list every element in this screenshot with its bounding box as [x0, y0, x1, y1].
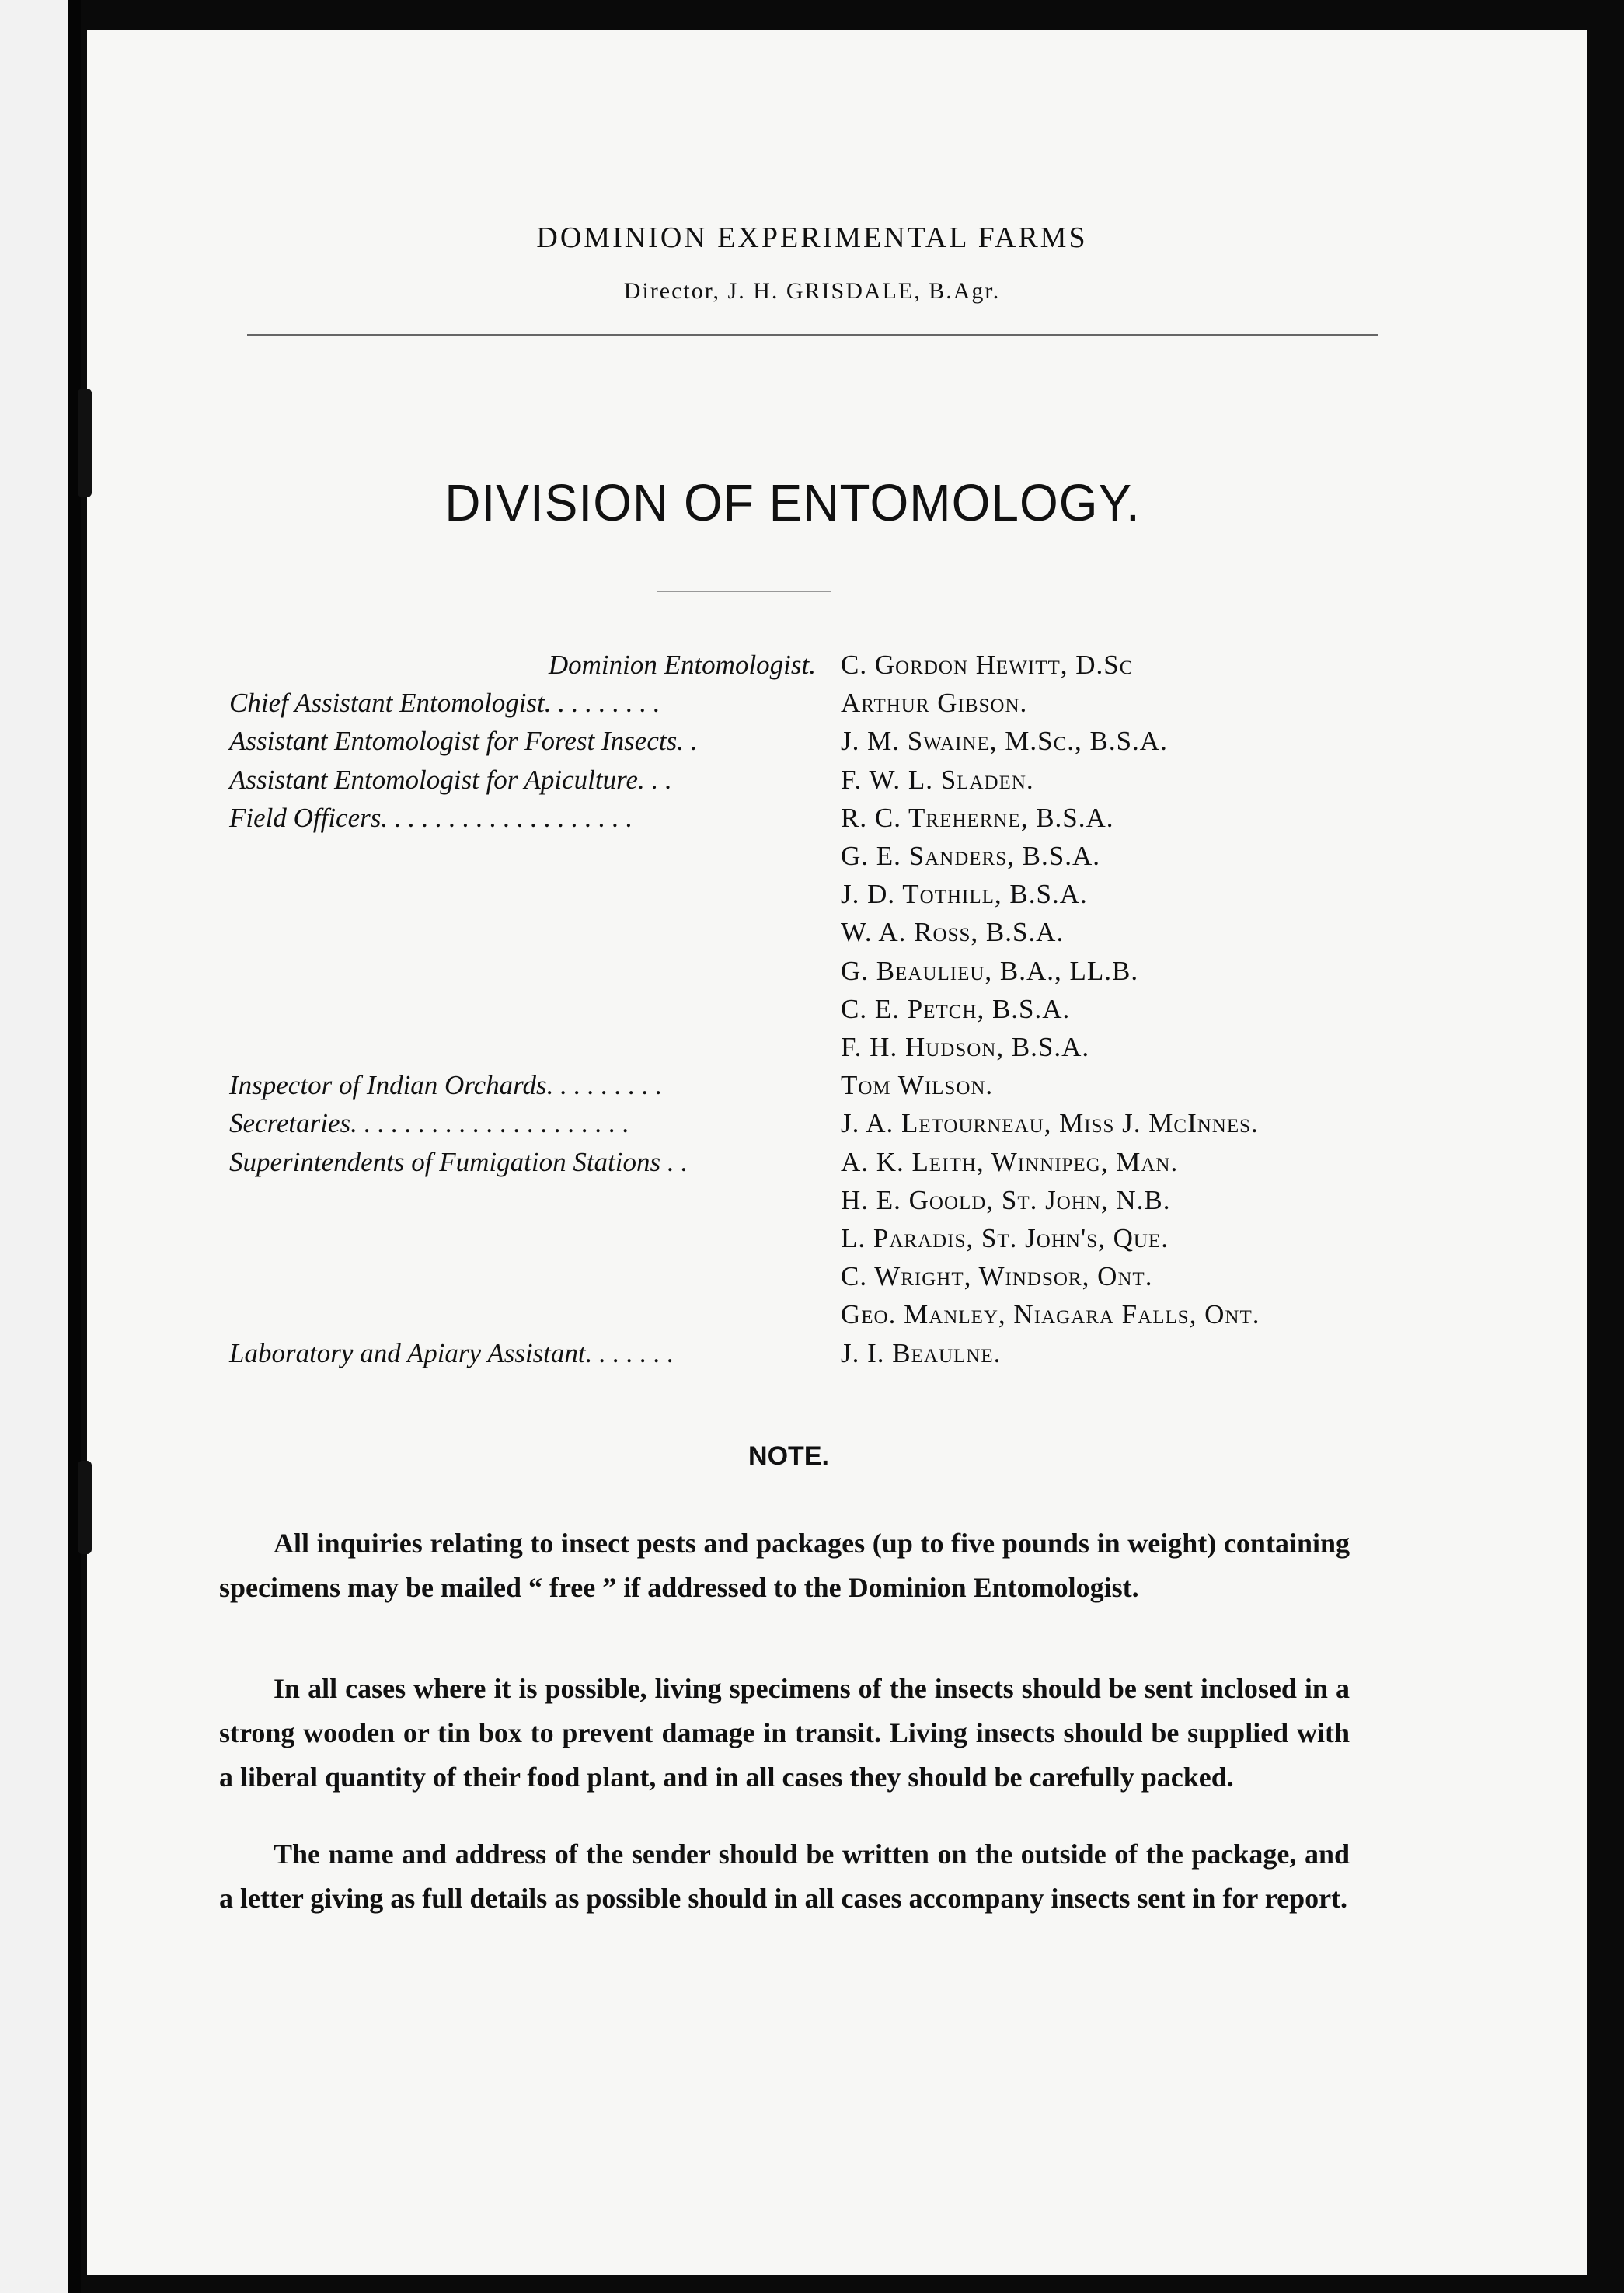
- roster-row: [0, 1220, 1554, 1257]
- roster-role: Laboratory and Apiary Assistant. . . . . . .: [229, 1337, 674, 1368]
- roster-row: [0, 953, 1554, 990]
- roster-role: Dominion Entomologist.: [548, 650, 816, 680]
- roster-name: J. M. Swaine, M.Sc., B.S.A.: [841, 726, 1168, 757]
- roster-row: [0, 685, 1554, 722]
- note-paragraph: All inquiries relating to insect pests and packages (up to five pounds in weight) containing specimens may be mailed “ free ” if addressed to the Dominion Entomologist.: [219, 1528, 1350, 1603]
- header-rule: [247, 334, 1378, 336]
- roster-row: [0, 876, 1554, 913]
- roster-role: Field Officers. . . . . . . . . . . . . . . . . . .: [229, 802, 633, 833]
- note-paragraph: In all cases where it is possible, living specimens of the insects should be sent inclosed in a strong wooden or tin box to prevent damage in transit. Living insects should be supplied with a liberal quantity of their food plant, and in all cases they should be carefully packed.: [219, 1673, 1350, 1793]
- roster-row: [0, 1029, 1554, 1066]
- roster-role: Inspector of Indian Orchards. . . . . . . . .: [229, 1070, 663, 1101]
- roster-role: Assistant Entomologist for Apiculture. . .: [229, 764, 672, 795]
- roster-row: [0, 1144, 1554, 1181]
- roster-row: [0, 1067, 1554, 1104]
- page-title: DIVISION OF ENTOMOLOGY.: [444, 473, 1141, 532]
- roster-name: G. Beaulieu, B.A., LL.B.: [841, 955, 1139, 986]
- roster-name: R. C. Treherne, B.S.A.: [841, 802, 1114, 833]
- roster-role: Chief Assistant Entomologist. . . . . . . . .: [229, 688, 660, 719]
- roster-row: [0, 914, 1554, 951]
- roster-row: [0, 800, 1554, 837]
- roster-row: [0, 723, 1554, 760]
- binding-mark: [78, 1461, 92, 1554]
- roster-row: [0, 646, 1554, 684]
- roster-name: W. A. Ross, B.S.A.: [841, 917, 1065, 948]
- title-divider: [657, 591, 831, 592]
- director-line: Director, J. H. GRISDALE, B.Agr.: [623, 278, 1001, 304]
- roster-name: J. I. Beaulne.: [841, 1337, 1002, 1368]
- roster-name: C. Gordon Hewitt, D.Sc: [841, 650, 1134, 680]
- roster-name: C. E. Petch, B.S.A.: [841, 993, 1071, 1024]
- roster-row: [0, 1258, 1554, 1295]
- roster-row: [0, 1105, 1554, 1142]
- roster-name: J. A. Letourneau, Miss J. McInnes.: [841, 1108, 1259, 1139]
- note-paragraph: The name and address of the sender should be written on the outside of the package, and a letter giving as full details as possible should in all cases accompany insects sent in for report.: [219, 1838, 1350, 1914]
- roster-row: [0, 1182, 1554, 1219]
- roster-name: F. H. Hudson, B.S.A.: [841, 1032, 1090, 1062]
- roster-name: Geo. Manley, Niagara Falls, Ont.: [841, 1299, 1260, 1330]
- roster-name: A. K. Leith, Winnipeg, Man.: [841, 1146, 1179, 1177]
- roster-name: L. Paradis, St. John's, Que.: [841, 1223, 1169, 1253]
- roster-row: [0, 1296, 1554, 1333]
- organization-heading: DOMINION EXPERIMENTAL FARMS: [536, 221, 1088, 254]
- roster-name: Tom Wilson.: [841, 1070, 994, 1101]
- roster-name: Arthur Gibson.: [841, 688, 1028, 719]
- roster-row: [0, 991, 1554, 1028]
- roster-row: [0, 761, 1554, 799]
- note-heading: NOTE.: [748, 1441, 829, 1471]
- roster-name: C. Wright, Windsor, Ont.: [841, 1261, 1153, 1292]
- roster-name: F. W. L. Sladen.: [841, 764, 1034, 795]
- roster-name: H. E. Goold, St. John, N.B.: [841, 1184, 1171, 1215]
- roster-name: G. E. Sanders, B.S.A.: [841, 841, 1100, 871]
- roster-name: J. D. Tothill, B.S.A.: [841, 879, 1088, 910]
- roster-row: [0, 1335, 1554, 1372]
- roster-role: Secretaries. . . . . . . . . . . . . . . . . . . . .: [229, 1108, 629, 1139]
- roster-row: [0, 838, 1554, 875]
- roster-role: Superintendents of Fumigation Stations . .: [229, 1146, 688, 1177]
- roster-role: Assistant Entomologist for Forest Insects. .: [229, 726, 698, 757]
